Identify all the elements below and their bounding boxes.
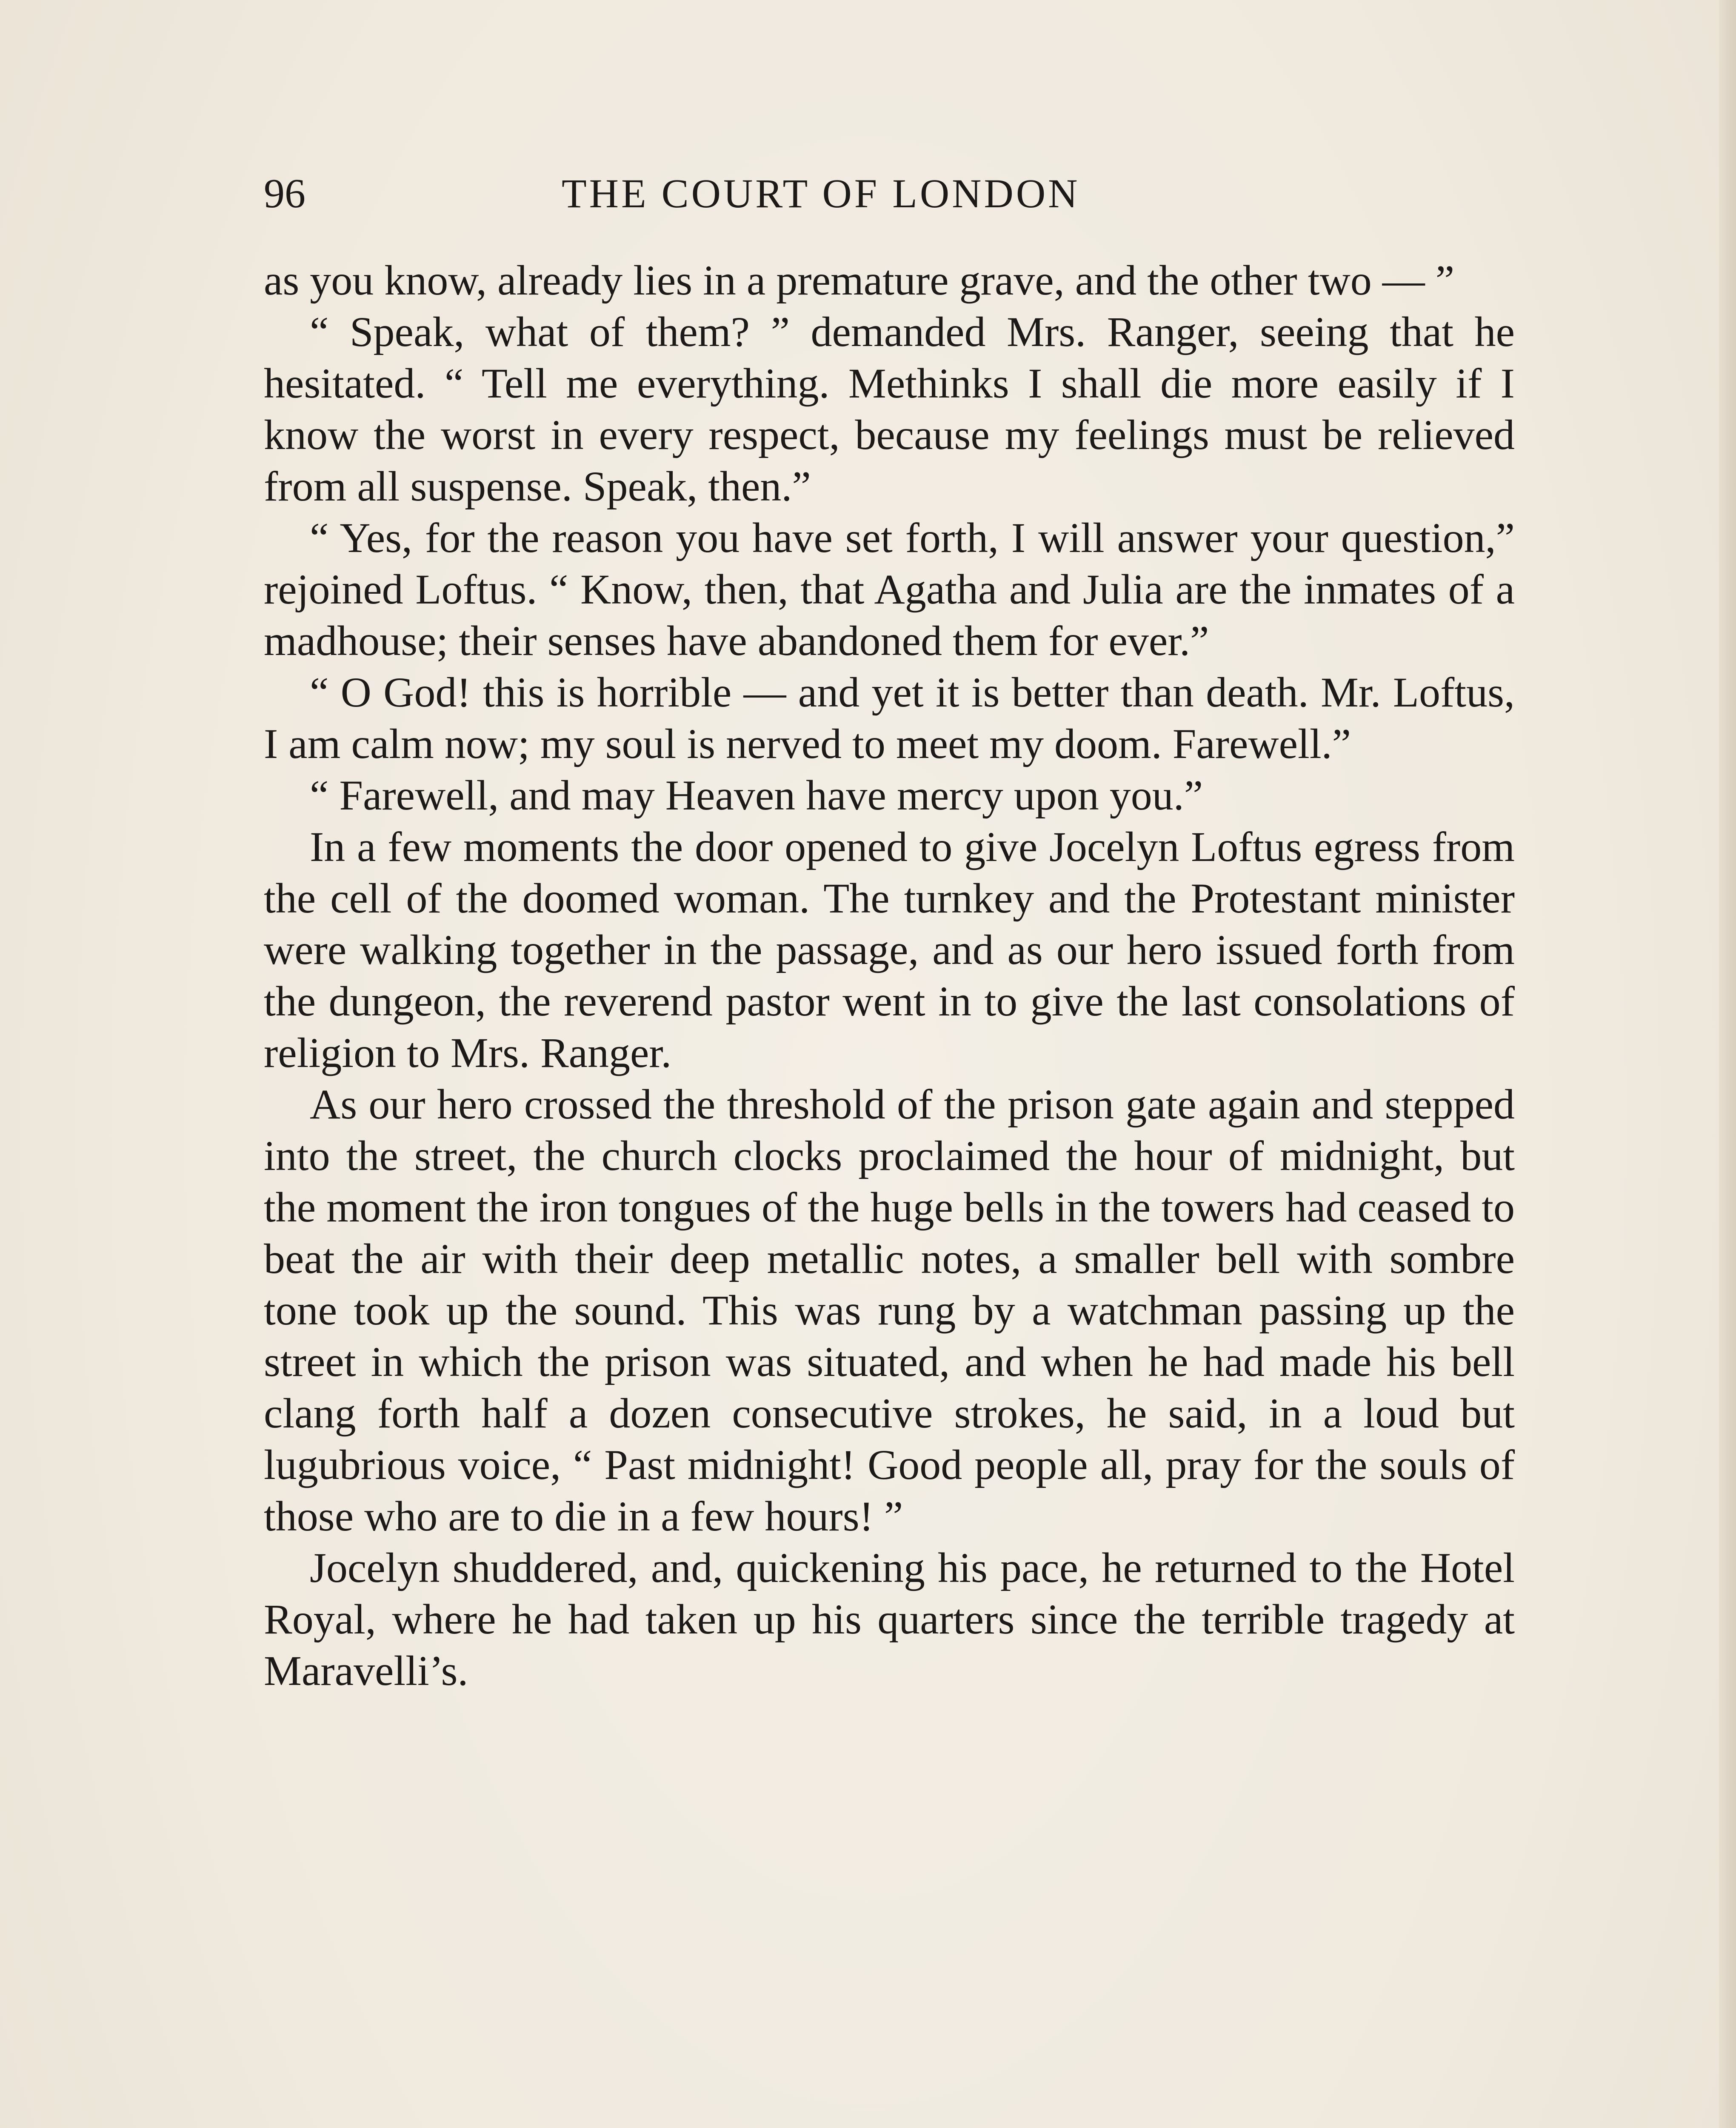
running-title: THE COURT OF LONDON: [562, 171, 1080, 216]
paragraph: “ O God! this is horrible — and yet it is better than death. Mr. Loftus, I am calm now; my soul is nerved to meet my doom. Farewell.”: [264, 669, 1515, 767]
running-head: [264, 164, 1242, 232]
paragraph: As our hero crossed the threshold of the prison gate again and stepped into the street, the church clocks proclaimed the hour of midnight, but the moment the iron tongues of the huge bells in the towers had ceased to beat the air with their deep metallic notes, a smaller bell with sombre tone took up the sound. This was rung by a watchman passing up the street in which the prison was situated, and when he had made his bell clang forth half a dozen consecutive strokes, he said, in a loud but lugubrious voice, “ Past midnight! Good people all, pray for the souls of those who are to die in a few hours! ”: [264, 1081, 1515, 1540]
page-number: 96: [264, 171, 306, 217]
paragraph: Jocelyn shuddered, and, quickening his pace, he returned to the Hotel Royal, where he had taken up his quarters since the terrible tragedy at Maravelli’s.: [264, 1544, 1515, 1694]
paragraph: In a few moments the door opened to give Jocelyn Loftus egress from the cell of the doomed woman. The turnkey and the Protestant minister were walking together in the passage, and as our hero issued forth from the dungeon, the reverend pastor went in to give the last consolations of religion to Mrs. Ranger.: [264, 823, 1515, 1076]
page-edge-shadow: [1719, 0, 1736, 2128]
paragraph: as you know, already lies in a premature grave, and the other two — ”: [264, 257, 1455, 304]
body-text: [264, 255, 1515, 1696]
paragraph: “ Yes, for the reason you have set forth, I will answer your question,” rejoined Loftus. “ Know, then, that Agatha and Julia are the inmates of a madhouse; their senses have abandoned them for ever.”: [264, 514, 1515, 664]
paragraph: “ Speak, what of them? ” demanded Mrs. Ranger, seeing that he hesitated. “ Tell me everything. Methinks I shall die more easily if I know the worst in every respect, because my feelings must be relieved from all suspense. Speak, then.”: [264, 308, 1515, 510]
paragraph: “ Farewell, and may Heaven have mercy upon you.”: [310, 772, 1203, 819]
